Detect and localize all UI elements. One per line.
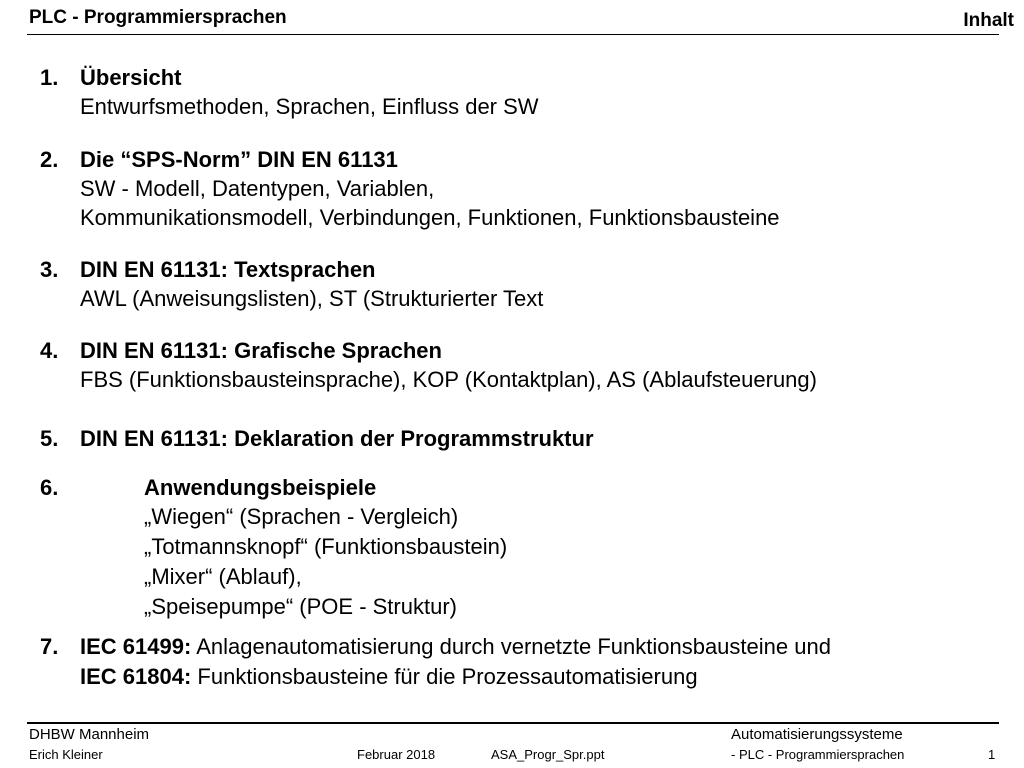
item-1-line-1: Entwurfsmethoden, Sprachen, Einfluss der SW	[80, 94, 539, 119]
item-6-number: 6.	[40, 475, 59, 500]
item-3-heading: DIN EN 61131: Textsprachen	[80, 257, 376, 282]
item-6-heading: Anwendungsbeispiele	[144, 475, 377, 500]
item-2-number: 2.	[40, 147, 59, 172]
item-2-heading: Die “SPS-Norm” DIN EN 61131	[80, 147, 398, 172]
footer-course: Automatisierungssysteme	[731, 726, 903, 743]
item-7-line-2	[80, 664, 698, 690]
item-3-line-1: AWL (Anweisungslisten), ST (Strukturierter Text	[80, 286, 544, 311]
item-4-line-1: FBS (Funktionsbausteinsprache), KOP (Kontaktplan), AS (Ablaufsteuerung)	[80, 367, 817, 392]
footer-page-number: 1	[988, 747, 996, 762]
item-5-heading: DIN EN 61131: Deklaration der Programmstruktur	[80, 426, 594, 451]
item-6-line-3: „Mixer“ (Ablauf),	[144, 564, 302, 589]
item-7-line-1	[80, 634, 831, 660]
item-7-number: 7.	[40, 634, 59, 659]
footer-date: Februar 2018	[357, 747, 436, 762]
page-title: PLC - Programmiersprachen	[29, 7, 287, 28]
item-1-number: 1.	[40, 65, 59, 90]
item-2-line-1: SW - Modell, Datentypen, Variablen,	[80, 176, 435, 201]
item-4-heading: DIN EN 61131: Grafische Sprachen	[80, 338, 442, 363]
footer-author: Erich Kleiner	[29, 747, 103, 762]
section-label: Inhalt	[963, 10, 1014, 31]
item-5-number: 5.	[40, 426, 59, 451]
footer-divider	[27, 722, 999, 724]
item-1-heading: Übersicht	[80, 65, 182, 90]
item-7-line-2-bold: IEC 61804:	[80, 664, 192, 689]
footer-org: DHBW Mannheim	[29, 726, 150, 743]
item-6-line-2: „Totmannsknopf“ (Funktionsbaustein)	[144, 534, 508, 559]
item-6-line-4: „Speisepumpe“ (POE - Struktur)	[144, 594, 457, 619]
item-6-line-1: „Wiegen“ (Sprachen - Vergleich)	[144, 504, 459, 529]
footer-course-sub: - PLC - Programmiersprachen	[731, 747, 905, 762]
item-7-line-1-rest: Anlagenautomatisierung durch vernetzte Funktionsbausteine und	[191, 634, 831, 659]
item-2-line-2: Kommunikationsmodell, Verbindungen, Funktionen, Funktionsbausteine	[80, 205, 780, 230]
item-7-line-2-rest: Funktionsbausteine für die Prozessautomatisierung	[191, 664, 698, 689]
item-7-line-1-bold: IEC 61499:	[80, 634, 192, 659]
item-4-number: 4.	[40, 338, 59, 363]
item-3-number: 3.	[40, 257, 59, 282]
footer-file: ASA_Progr_Spr.ppt	[491, 747, 605, 762]
